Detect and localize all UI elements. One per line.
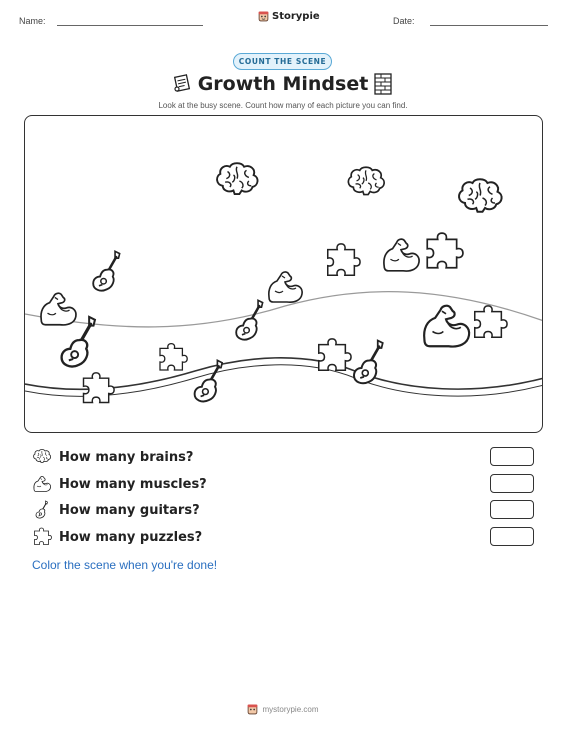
question-text: How many puzzles? xyxy=(59,529,203,545)
brand-name: Storypie xyxy=(272,11,320,22)
puzzle-icon xyxy=(475,306,507,337)
instructions: Look at the busy scene. Count how many of each picture you can find. xyxy=(158,101,408,110)
guitar-icon xyxy=(354,341,383,384)
puzzle-icon xyxy=(32,527,52,547)
date-label: Date: xyxy=(393,16,415,26)
guitar-icon xyxy=(236,300,262,339)
answer-box-guitars[interactable] xyxy=(490,500,534,519)
brain-icon xyxy=(348,167,384,194)
question-row-puzzles xyxy=(32,526,534,548)
guitar-icon xyxy=(93,251,119,290)
answer-box-muscles[interactable] xyxy=(490,474,534,493)
name-line[interactable] xyxy=(57,25,203,26)
storypie-logo-icon xyxy=(258,11,269,22)
muscle-icon xyxy=(424,306,469,347)
muscle-icon xyxy=(384,239,419,271)
scene-panel[interactable] xyxy=(24,115,543,433)
date-line[interactable] xyxy=(430,25,548,26)
answer-box-brains[interactable] xyxy=(490,447,534,466)
brand-logo xyxy=(258,11,320,22)
question-text: How many brains? xyxy=(59,449,194,465)
puzzle-icon xyxy=(160,344,187,370)
question-row-brains xyxy=(32,446,534,468)
muscle-icon xyxy=(269,272,302,302)
brain-icon xyxy=(217,163,257,194)
puzzle-icon xyxy=(319,339,351,370)
activity-badge: COUNT THE SCENE xyxy=(233,53,332,70)
question-text: How many guitars? xyxy=(59,502,200,518)
question-row-guitars xyxy=(32,499,534,521)
brain-icon xyxy=(459,179,502,212)
name-label: Name: xyxy=(19,16,46,26)
footer xyxy=(0,704,566,715)
page-title: Growth Mindset xyxy=(197,73,369,95)
puzzle-icon xyxy=(328,244,360,275)
color-instruction: Color the scene when you're done! xyxy=(32,558,218,572)
guitar-icon xyxy=(32,500,52,520)
storypie-logo-icon xyxy=(247,704,258,715)
brain-icon xyxy=(32,447,52,467)
footer-url[interactable]: mystorypie.com xyxy=(262,705,319,714)
brick-wall-icon xyxy=(373,72,393,96)
muscle-icon xyxy=(32,474,52,494)
puzzle-icon xyxy=(427,233,463,268)
answer-box-puzzles[interactable] xyxy=(490,527,534,546)
scene-illustration xyxy=(25,116,543,433)
muscle-icon xyxy=(41,293,76,325)
question-text: How many muscles? xyxy=(59,476,207,492)
question-row-muscles xyxy=(32,473,534,495)
puzzle-icon xyxy=(84,373,115,403)
